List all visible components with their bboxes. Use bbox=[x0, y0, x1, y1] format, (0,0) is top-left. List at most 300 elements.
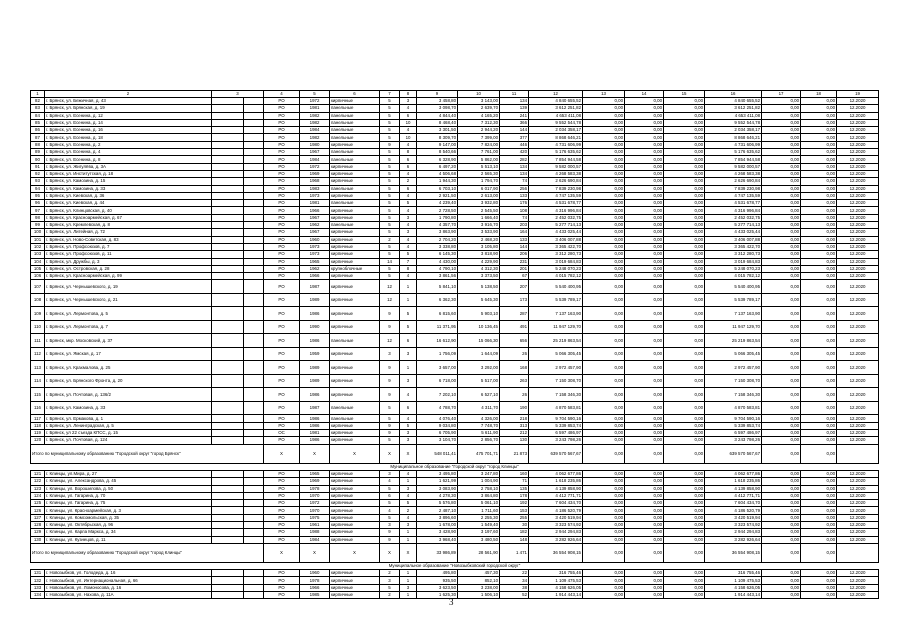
table-cell bbox=[212, 521, 244, 528]
table-cell: панельные bbox=[330, 200, 380, 207]
table-cell: кирпичные bbox=[330, 536, 380, 543]
table-cell bbox=[212, 584, 244, 591]
table-cell: 3 197,60 bbox=[458, 529, 500, 536]
table-cell: 22 bbox=[500, 570, 529, 577]
table-cell: 3 657,00 bbox=[417, 361, 458, 375]
table-cell bbox=[837, 444, 879, 463]
table-cell: 5 bbox=[400, 200, 417, 207]
table-cell: 0,00 bbox=[625, 163, 664, 170]
table-cell: 0,00 bbox=[625, 156, 664, 163]
table-cell: г. Брянск, ул. Есенина, д. 2 bbox=[45, 141, 212, 148]
table-cell: 3 104,70 bbox=[417, 437, 458, 444]
table-cell: 0,00 bbox=[762, 214, 801, 221]
table-cell: 5 bbox=[380, 178, 400, 185]
table-cell: 12.2020 bbox=[837, 500, 879, 507]
table-cell bbox=[244, 185, 264, 192]
table-row bbox=[31, 214, 879, 221]
table-cell: 1 bbox=[31, 91, 45, 98]
table-cell: кирпичные bbox=[330, 273, 380, 280]
table-cell: 1967 bbox=[300, 214, 330, 221]
table-cell: 105 bbox=[31, 265, 45, 272]
table-cell: г. Клинцы, ул. Красноармейская, д. 3 bbox=[45, 507, 212, 514]
table-cell: 0,00 bbox=[664, 214, 705, 221]
table-cell: 12.2020 bbox=[837, 536, 879, 543]
table-cell: 1 bbox=[400, 536, 417, 543]
table-cell: 0,00 bbox=[762, 347, 801, 361]
table-cell: 4 bbox=[400, 141, 417, 148]
table-cell: 0,00 bbox=[625, 185, 664, 192]
table-cell: 12.2020 bbox=[837, 415, 879, 422]
table-cell: 12 bbox=[380, 334, 400, 348]
table-cell: кирпичные bbox=[330, 347, 380, 361]
table-cell: 0,00 bbox=[762, 141, 801, 148]
table-cell: 0,00 bbox=[762, 374, 801, 388]
table-cell: 129 bbox=[31, 529, 45, 536]
table-cell: кирпичные bbox=[330, 214, 380, 221]
table-cell: 852,10 bbox=[458, 577, 500, 584]
table-cell bbox=[244, 141, 264, 148]
table-row bbox=[31, 119, 879, 126]
table-cell: 3 612 251,82 bbox=[529, 105, 583, 112]
table-cell: 4 bbox=[400, 105, 417, 112]
table-cell: 1 109 475,53 bbox=[705, 577, 762, 584]
table-cell: 5 bbox=[380, 415, 400, 422]
table-cell: 3 292,00 bbox=[458, 361, 500, 375]
table-cell: 0,00 bbox=[625, 280, 664, 294]
table-cell: X bbox=[380, 543, 400, 562]
table-cell bbox=[212, 119, 244, 126]
table-cell: РО bbox=[264, 141, 300, 148]
table-cell: г. Брянск, ул. Чернышевского, д. 21 bbox=[45, 293, 212, 307]
table-cell bbox=[244, 536, 264, 543]
table-cell: 0,00 bbox=[625, 478, 664, 485]
table-cell bbox=[244, 437, 264, 444]
table-cell: 4 062 677,86 bbox=[529, 470, 583, 477]
table-cell: кирпичные bbox=[330, 592, 380, 599]
table-cell: 12.2020 bbox=[837, 273, 879, 280]
table-cell: 135 bbox=[500, 485, 529, 492]
table-cell: г. Клинцы, ул. Октябрьская, д. 96 bbox=[45, 521, 212, 528]
table-cell: 4 015 782,12 bbox=[529, 273, 583, 280]
table-cell: 0,00 bbox=[762, 584, 801, 591]
table-cell: 84 bbox=[31, 112, 45, 119]
table-cell: 0,00 bbox=[583, 192, 625, 199]
table-cell: 7 150 308,70 bbox=[705, 374, 762, 388]
table-cell: 1 bbox=[400, 280, 417, 294]
table-cell: 3 323 574,92 bbox=[705, 521, 762, 528]
table-cell: г. Клинцы, ул. Гагарина, д. 75 bbox=[45, 500, 212, 507]
table-cell: 3 bbox=[400, 98, 417, 105]
table-cell: г. Новозыбков, ул. Ломоносова, д. 16 bbox=[45, 584, 212, 591]
table-cell: 7 839 230,98 bbox=[705, 185, 762, 192]
table-cell: 2 704,20 bbox=[417, 236, 458, 243]
table-cell: 0,00 bbox=[583, 236, 625, 243]
table-cell: 0,00 bbox=[762, 273, 801, 280]
table-cell: кирпичные bbox=[330, 98, 380, 105]
table-cell bbox=[212, 127, 244, 134]
table-cell: 1988 bbox=[300, 529, 330, 536]
table-cell: 12.2020 bbox=[837, 437, 879, 444]
table-cell: 12.2020 bbox=[837, 192, 879, 199]
table-cell: 12.2020 bbox=[837, 529, 879, 536]
table-cell: 0,00 bbox=[625, 536, 664, 543]
table-cell: 1960 bbox=[300, 570, 330, 577]
table-cell: РО bbox=[264, 577, 300, 584]
table-cell: 4 268 583,38 bbox=[705, 170, 762, 177]
table-cell: 2 487,10 bbox=[417, 507, 458, 514]
table-cell: 0,00 bbox=[762, 207, 801, 214]
table-cell: панельные bbox=[330, 185, 380, 192]
table-cell: 0,00 bbox=[625, 570, 664, 577]
table-cell bbox=[212, 163, 244, 170]
table-cell: РО bbox=[264, 163, 300, 170]
table-cell: 4 bbox=[264, 91, 300, 98]
table-cell: 9 582 000,57 bbox=[529, 163, 583, 170]
table-cell: 0,00 bbox=[664, 500, 705, 507]
table-row bbox=[31, 141, 879, 148]
table-cell bbox=[212, 507, 244, 514]
table-cell: РО bbox=[264, 105, 300, 112]
table-cell: 6 017,90 bbox=[458, 185, 500, 192]
table-cell: 0,00 bbox=[762, 170, 801, 177]
table-cell bbox=[244, 584, 264, 591]
table-cell: г. Брянск, мкр. Московский, д. 37 bbox=[45, 334, 212, 348]
table-cell: РО bbox=[264, 592, 300, 599]
table-cell: 0,00 bbox=[762, 185, 801, 192]
table-cell: РО bbox=[264, 243, 300, 250]
table-cell: 0,00 bbox=[625, 98, 664, 105]
table-cell: г. Новозыбков, ул. Голодеда, д. 16 bbox=[45, 570, 212, 577]
table-cell: 12.2020 bbox=[837, 492, 879, 499]
table-cell: 0,00 bbox=[664, 584, 705, 591]
table-cell: 0,00 bbox=[625, 112, 664, 119]
table-cell: 0,00 bbox=[664, 401, 705, 415]
table-cell: кирпичные bbox=[330, 422, 380, 429]
table-cell: 4 653 411,08 bbox=[705, 112, 762, 119]
table-cell: 5 339 853,74 bbox=[705, 422, 762, 429]
table-cell: 85 bbox=[31, 119, 45, 126]
table-cell: 3 420 519,94 bbox=[705, 514, 762, 521]
table-cell: 0,00 bbox=[664, 307, 705, 321]
table-cell: 0,00 bbox=[583, 470, 625, 477]
table-cell: панельные bbox=[330, 222, 380, 229]
table-cell: 0,00 bbox=[801, 178, 837, 185]
table-cell: 4 316 996,84 bbox=[529, 207, 583, 214]
table-row bbox=[31, 149, 879, 156]
table-cell: 0,00 bbox=[664, 570, 705, 577]
table-cell: 4 788,70 bbox=[417, 401, 458, 415]
table-cell: 5 540 400,95 bbox=[705, 280, 762, 294]
table-cell: 255 bbox=[500, 514, 529, 521]
table-cell: РО bbox=[264, 536, 300, 543]
table-cell: 139 bbox=[500, 105, 529, 112]
table-cell bbox=[244, 156, 264, 163]
table-cell: 0,00 bbox=[664, 536, 705, 543]
table-cell: 9 bbox=[380, 374, 400, 388]
table-cell: X bbox=[264, 543, 300, 562]
table-cell: 4 430,00 bbox=[417, 258, 458, 265]
table-cell: 5 862,00 bbox=[458, 156, 500, 163]
table-cell: г. Брянск, ул. Литейная, д. 72 bbox=[45, 229, 212, 236]
table-cell: 1 bbox=[400, 570, 417, 577]
table-cell: г. Брянск, ул. Красноармейская, д. 99 bbox=[45, 273, 212, 280]
table-cell: 0,00 bbox=[801, 485, 837, 492]
table-cell: 130 bbox=[500, 437, 529, 444]
table-cell: 12.2020 bbox=[837, 320, 879, 334]
table-cell: РО bbox=[264, 388, 300, 402]
table-cell: кирпичные bbox=[330, 170, 380, 177]
table-cell: 1 bbox=[400, 529, 417, 536]
table-cell: 0,00 bbox=[583, 361, 625, 375]
table-cell: 0,00 bbox=[762, 280, 801, 294]
table-cell: 0,00 bbox=[801, 570, 837, 577]
table-cell: 2 034 358,17 bbox=[529, 127, 583, 134]
table-cell bbox=[837, 543, 879, 562]
table-row bbox=[31, 251, 879, 258]
table-cell: 1986 bbox=[300, 437, 330, 444]
table-cell: 5 bbox=[380, 119, 400, 126]
table-cell: РО bbox=[264, 192, 300, 199]
table-cell: г. Брянск, ул. Дружбы, д. 3 bbox=[45, 258, 212, 265]
table-cell: 12.2020 bbox=[837, 422, 879, 429]
table-cell: г. Брянск, ул. Красноармейская, д. 67 bbox=[45, 214, 212, 221]
table-cell: 475 701,71 bbox=[458, 444, 500, 463]
table-cell: 7 158 346,30 bbox=[705, 388, 762, 402]
table-cell: РО bbox=[264, 347, 300, 361]
table-cell: 1987 bbox=[300, 280, 330, 294]
table-header-row bbox=[31, 91, 879, 98]
table-cell: 0,00 bbox=[625, 229, 664, 236]
table-cell bbox=[244, 514, 264, 521]
table-cell: 0,00 bbox=[664, 361, 705, 375]
table-cell: 2 bbox=[380, 592, 400, 599]
table-cell bbox=[244, 374, 264, 388]
table-cell bbox=[212, 374, 244, 388]
table-cell: 7 bbox=[400, 258, 417, 265]
table-cell bbox=[212, 236, 244, 243]
table-cell: г. Брянск, ул. Брянского Фронта, д. 20 bbox=[45, 374, 212, 388]
table-row bbox=[31, 105, 879, 112]
table-cell: г. Брянск, ул. Камозина, д. 15 bbox=[45, 178, 212, 185]
table-cell: 3 458,80 bbox=[417, 98, 458, 105]
table-row bbox=[31, 178, 879, 185]
table-cell: 2 452 032,75 bbox=[529, 214, 583, 221]
table-cell: 3 623,50 bbox=[417, 584, 458, 591]
table-cell: 0,00 bbox=[625, 273, 664, 280]
table-cell: 117 bbox=[31, 415, 45, 422]
table-cell: кирпичные bbox=[330, 374, 380, 388]
table-cell: 2 613,00 bbox=[458, 192, 500, 199]
table-cell bbox=[244, 214, 264, 221]
table-cell: РО bbox=[264, 127, 300, 134]
table-cell bbox=[212, 514, 244, 521]
table-cell bbox=[212, 307, 244, 321]
table-cell: 0,00 bbox=[625, 437, 664, 444]
table-cell: РО bbox=[264, 401, 300, 415]
table-row bbox=[31, 112, 879, 119]
table-cell: крупноблочные bbox=[330, 265, 380, 272]
table-cell: 11 371,95 bbox=[417, 320, 458, 334]
table-cell: 0,00 bbox=[801, 592, 837, 599]
table-cell: 0,00 bbox=[801, 492, 837, 499]
table-cell: 11 bbox=[500, 91, 529, 98]
table-cell: 0,00 bbox=[625, 236, 664, 243]
table-cell: г. Брянск, ул. Есенина, д. 16 bbox=[45, 127, 212, 134]
table-cell: 12.2020 bbox=[837, 185, 879, 192]
table-cell: г. Новозыбков, ул. Интернациональная, д. 66 bbox=[45, 577, 212, 584]
table-cell: 1 914 443,14 bbox=[705, 592, 762, 599]
table-cell: 0,00 bbox=[583, 334, 625, 348]
table-cell: 0,00 bbox=[625, 470, 664, 477]
table-cell: 5 841,10 bbox=[417, 280, 458, 294]
table-cell: 0,00 bbox=[801, 334, 837, 348]
table-cell: 0,00 bbox=[583, 214, 625, 221]
table-cell: 133 bbox=[500, 192, 529, 199]
table-cell: 0,00 bbox=[762, 134, 801, 141]
table-cell: 120 bbox=[31, 437, 45, 444]
table-cell: 0,00 bbox=[664, 229, 705, 236]
table-cell: 109 bbox=[31, 307, 45, 321]
table-cell: 5 bbox=[380, 127, 400, 134]
table-cell: 0,00 bbox=[664, 334, 705, 348]
table-cell: 0,00 bbox=[801, 507, 837, 514]
table-cell: 0,00 bbox=[664, 207, 705, 214]
table-cell: кирпичные bbox=[330, 577, 380, 584]
table-cell: 12.2020 bbox=[837, 334, 879, 348]
table-row bbox=[31, 273, 879, 280]
table-cell: 0,00 bbox=[801, 119, 837, 126]
table-cell: 2 034 358,17 bbox=[705, 127, 762, 134]
table-cell: 5 bbox=[380, 214, 400, 221]
table-cell bbox=[212, 98, 244, 105]
table-cell: 3 932,80 bbox=[458, 200, 500, 207]
table-row bbox=[31, 265, 879, 272]
table-cell: 1984 bbox=[300, 156, 330, 163]
table-cell: 12.2020 bbox=[837, 584, 879, 591]
table-cell: РО bbox=[264, 134, 300, 141]
table-cell: 4 bbox=[380, 507, 400, 514]
table-cell: 2 921,50 bbox=[417, 192, 458, 199]
table-cell: 0,00 bbox=[801, 127, 837, 134]
table-cell: 0,00 bbox=[762, 470, 801, 477]
table-cell: 0,00 bbox=[625, 149, 664, 156]
table-cell: кирпичные bbox=[330, 361, 380, 375]
table-cell: 0,00 bbox=[625, 361, 664, 375]
table-cell: 0,00 bbox=[625, 214, 664, 221]
table-cell: 8 868 646,21 bbox=[529, 134, 583, 141]
table-cell: 366 bbox=[500, 119, 529, 126]
table-cell: 0,00 bbox=[625, 251, 664, 258]
table-cell: 0,00 bbox=[801, 185, 837, 192]
table-cell: 9 552 544,78 bbox=[705, 119, 762, 126]
table-cell: 1986 bbox=[300, 388, 330, 402]
table-row bbox=[31, 536, 879, 543]
table-cell: 5 645,30 bbox=[458, 293, 500, 307]
table-cell: 0,00 bbox=[583, 507, 625, 514]
table-cell: 4 bbox=[400, 127, 417, 134]
table-cell: 36 554 908,15 bbox=[529, 543, 583, 562]
table-cell: 218 bbox=[500, 415, 529, 422]
table-cell: 3 968,40 bbox=[417, 536, 458, 543]
table-cell: 0,00 bbox=[664, 265, 705, 272]
table-cell: 5 bbox=[380, 273, 400, 280]
table-cell: РО bbox=[264, 492, 300, 499]
table-row bbox=[31, 222, 879, 229]
table-cell: 3 243 798,26 bbox=[705, 437, 762, 444]
capital-repair-table bbox=[30, 90, 879, 599]
table-cell: 3 bbox=[400, 521, 417, 528]
table-cell: 0,00 bbox=[762, 222, 801, 229]
table-cell: г. Брянск, ул. Почтовая, д. 136/2 bbox=[45, 388, 212, 402]
table-cell: 0,00 bbox=[625, 200, 664, 207]
table-cell: 0,00 bbox=[625, 192, 664, 199]
table-cell: 0,00 bbox=[583, 141, 625, 148]
table-cell: 241 bbox=[500, 112, 529, 119]
table-row bbox=[31, 293, 879, 307]
table-cell: 2 bbox=[400, 507, 417, 514]
table-cell: 7 824,00 bbox=[458, 141, 500, 148]
table-cell bbox=[212, 214, 244, 221]
table-cell: Итого по муниципальному образованию "Городской округ "город Брянск" bbox=[31, 444, 264, 463]
table-cell: РО bbox=[264, 570, 300, 577]
table-cell: 4 870 583,81 bbox=[705, 401, 762, 415]
table-cell bbox=[212, 470, 244, 477]
table-cell: 8 309,70 bbox=[417, 134, 458, 141]
table-cell bbox=[212, 478, 244, 485]
table-cell: 3 312 280,73 bbox=[529, 251, 583, 258]
table-row bbox=[31, 570, 879, 577]
table-cell: 4 531 678,77 bbox=[705, 200, 762, 207]
table-cell bbox=[244, 98, 264, 105]
table-cell: кирпичные bbox=[330, 485, 380, 492]
table-cell: 9 704 590,16 bbox=[705, 415, 762, 422]
table-cell: 67 bbox=[500, 273, 529, 280]
table-cell: 17 bbox=[762, 91, 801, 98]
table-cell: 3 105,80 bbox=[458, 243, 500, 250]
table-cell: 0,00 bbox=[583, 444, 625, 463]
table-cell: 0,00 bbox=[583, 543, 625, 562]
table-cell: 0,00 bbox=[664, 273, 705, 280]
table-cell: панельные bbox=[330, 112, 380, 119]
table-cell: 1973 bbox=[300, 192, 330, 199]
table-cell: 639 570 567,67 bbox=[529, 444, 583, 463]
table-cell: 122 bbox=[31, 478, 45, 485]
table-cell: панельные bbox=[330, 149, 380, 156]
table-cell bbox=[212, 485, 244, 492]
table-cell: 7 748,70 bbox=[458, 422, 500, 429]
table-cell: кирпичные bbox=[330, 236, 380, 243]
table-cell: 5 bbox=[380, 485, 400, 492]
table-cell: 15 bbox=[664, 91, 705, 98]
table-cell: 12.2020 bbox=[837, 214, 879, 221]
table-cell bbox=[244, 163, 264, 170]
table-cell: 4 653 411,08 bbox=[529, 112, 583, 119]
table-cell: кирпичные bbox=[330, 521, 380, 528]
table-cell: 3 863,90 bbox=[417, 229, 458, 236]
table-cell bbox=[244, 134, 264, 141]
table-cell: г. Клинцы, ул. Карла Маркса, д. 34 bbox=[45, 529, 212, 536]
table-cell: 5 176 635,62 bbox=[705, 149, 762, 156]
table-cell bbox=[212, 415, 244, 422]
table-cell bbox=[244, 127, 264, 134]
table-cell: 1984 bbox=[300, 536, 330, 543]
table-cell: 121 bbox=[31, 470, 45, 477]
table-cell: 0,00 bbox=[583, 251, 625, 258]
table-cell: 1967 bbox=[300, 229, 330, 236]
table-cell: 3 864,80 bbox=[458, 492, 500, 499]
table-cell: 0,00 bbox=[762, 334, 801, 348]
table-cell: Муниципальное образование "Городской округ "город Клинцы" bbox=[31, 463, 879, 470]
